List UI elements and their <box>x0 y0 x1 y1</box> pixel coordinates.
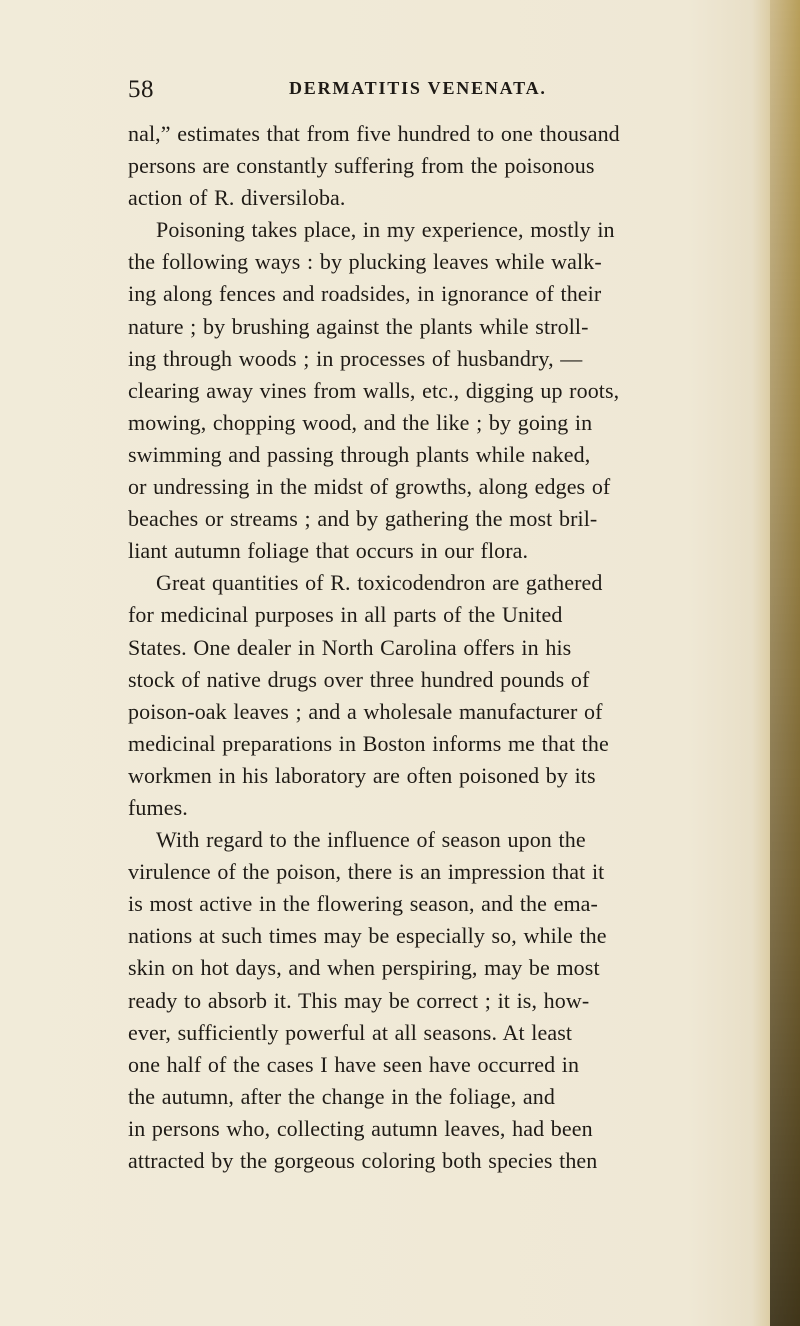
text-line: nal,” estimates that from five hundred to one thousand <box>128 121 620 146</box>
page-number: 58 <box>128 76 154 103</box>
text-line: one half of the cases I have seen have occurred in <box>128 1051 580 1077</box>
text-line: ing through woods ; in processes of husbandry, — <box>128 345 583 371</box>
text-line: for medicinal purposes in all parts of the United <box>128 602 563 628</box>
text-line: States. One dealer in North Carolina offers in his <box>128 634 572 660</box>
paragraph-start-line: Great quantities of R. toxicodendron are gathered <box>156 570 603 596</box>
text-line: is most active in the flowering season, and the ema- <box>128 891 598 917</box>
text-line: mowing, chopping wood, and the like ; by going in <box>128 409 593 435</box>
text-line: nations at such times may be especially so, while the <box>128 923 607 949</box>
text-line: ever, sufficiently powerful at all seasons. At least <box>128 1019 573 1045</box>
text-line: clearing away vines from walls, etc., digging up roots, <box>128 377 620 403</box>
text-line: skin on hot days, and when perspiring, may be most <box>128 955 600 981</box>
paragraph-start-line: Poisoning takes place, in my experience, mostly in <box>156 217 615 243</box>
paragraph-start-line: With regard to the influence of season upon the <box>156 827 586 853</box>
text-line: swimming and passing through plants while naked, <box>128 441 591 467</box>
text-line: ready to absorb it. This may be correct ; it is, how- <box>128 987 590 1013</box>
text-line: stock of native drugs over three hundred pounds of <box>128 666 590 692</box>
text-line: or undressing in the midst of growths, along edges of <box>128 474 611 500</box>
text-line: liant autumn foliage that occurs in our flora. <box>128 538 529 564</box>
text-line: poison-oak leaves ; and a wholesale manufacturer of <box>128 698 603 724</box>
text-line: nature ; by brushing against the plants while stroll- <box>128 313 589 339</box>
text-line: in persons who, collecting autumn leaves, had been <box>128 1115 593 1141</box>
running-head: DERMATITIS VENENATA. <box>289 78 547 98</box>
text-line: attracted by the gorgeous coloring both species then <box>128 1148 598 1173</box>
text-line: action of R. diversiloba. <box>128 185 346 211</box>
page-header <box>128 76 688 106</box>
body-text <box>128 118 690 1177</box>
text-line: the following ways : by plucking leaves while walk- <box>128 249 602 275</box>
page-edge-shadow <box>770 0 800 1326</box>
text-line: medicinal preparations in Boston informs me that the <box>128 730 609 756</box>
text-line: beaches or streams ; and by gathering the most bril- <box>128 506 598 532</box>
text-line: the autumn, after the change in the foliage, and <box>128 1083 555 1109</box>
text-line: workmen in his laboratory are often poisoned by its <box>128 762 596 788</box>
text-line: fumes. <box>128 794 188 820</box>
text-line: ing along fences and roadsides, in ignorance of their <box>128 281 602 307</box>
text-line: virulence of the poison, there is an impression that it <box>128 859 605 885</box>
text-line: persons are constantly suffering from the poisonous <box>128 153 595 179</box>
